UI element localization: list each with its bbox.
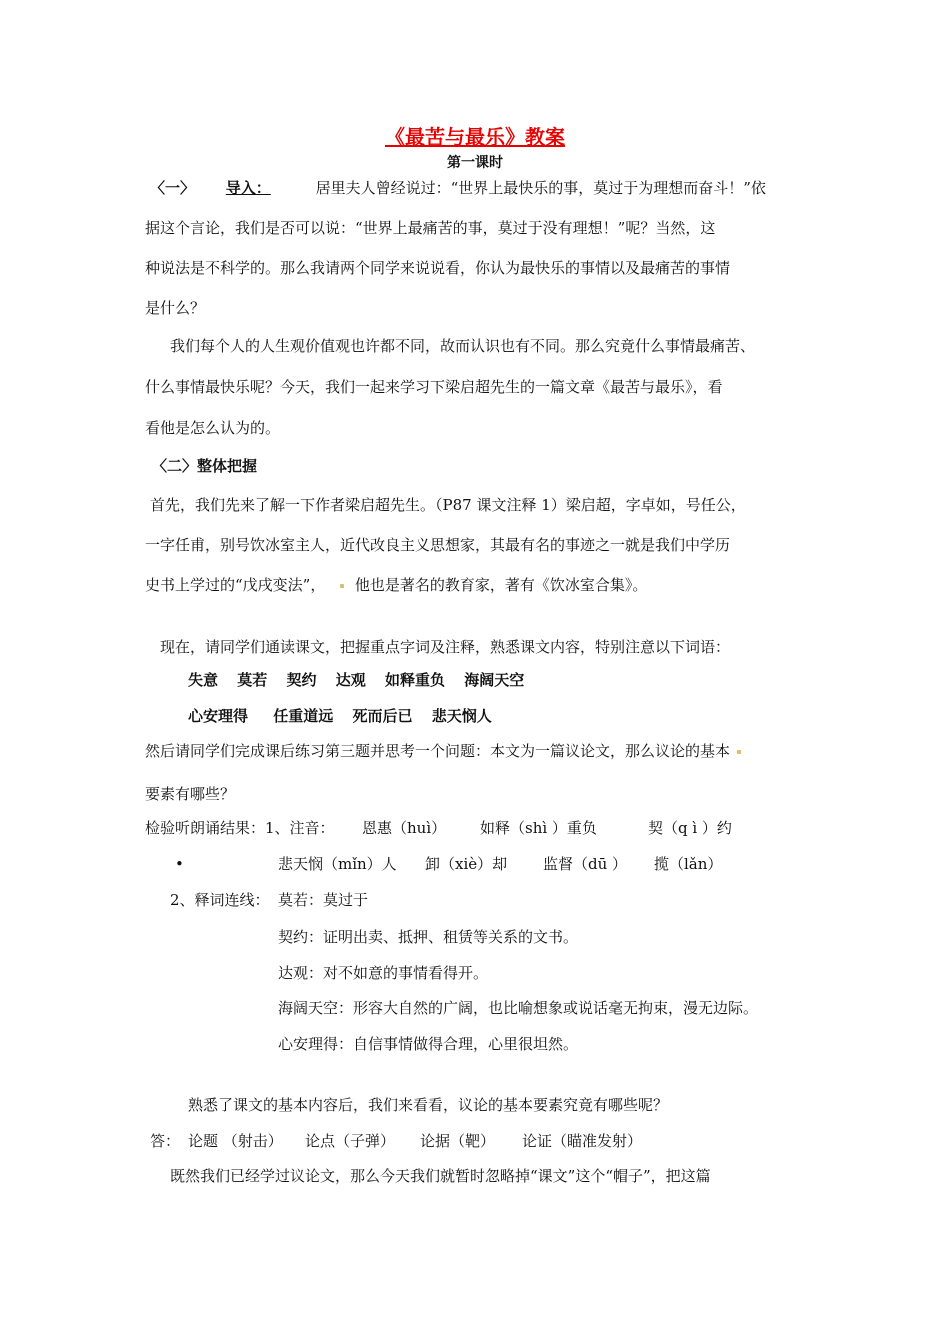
- intro-line-2: 据这个言论，我们是否可以说：“世界上最痛苦的事，莫过于没有理想！”呢？当然，这: [145, 219, 716, 237]
- vocab-word: 契约: [286, 671, 317, 689]
- author-line-3b: 他也是著名的教育家，著有《饮冰室合集》。: [354, 576, 648, 594]
- intro-text: 居里夫人曾经说过：“世界上最快乐的事，莫过于为理想而奋斗！”依: [315, 179, 766, 197]
- author-line-3a: 史书上学过的“戊戌变法”，: [145, 576, 326, 594]
- define-label: 2、释词连线：: [170, 891, 270, 909]
- pinyin-item: 恩惠（huì）: [362, 819, 447, 837]
- section1-label: 导入：: [225, 179, 271, 197]
- document-title: 《最苦与最乐》教案: [385, 125, 565, 149]
- vocab-row-2: [188, 706, 492, 726]
- elements-question: 熟悉了课文的基本内容后，我们来看看，议论的基本要素究竟有哪些呢？: [188, 1096, 669, 1114]
- pinyin-item: 监督（dū ）: [543, 855, 628, 873]
- bullet-mark: •: [175, 855, 184, 873]
- pinyin-item: 如释（shì ）重负: [480, 819, 597, 837]
- lesson-subtitle: 第一课时: [447, 155, 503, 171]
- vocab-word: 达观: [335, 671, 366, 689]
- definition-item: 莫若：莫过于: [278, 891, 369, 909]
- intro-first-line: [150, 178, 766, 198]
- pinyin-item: 悲天悯（mǐn）人: [278, 855, 397, 873]
- vocab-word: 死而后已: [352, 707, 413, 725]
- section2-heading: 〈二〉整体把握: [152, 457, 258, 475]
- vocab-word: 莫若: [237, 671, 268, 689]
- vocab-word: 失意: [188, 671, 219, 689]
- answer-label: 答：: [150, 1132, 181, 1150]
- answer-item: 论证（瞄准发射）: [522, 1132, 643, 1150]
- task-text: 然后请同学们完成课后练习第三题并思考一个问题：本文为一篇议论文，那么议论的基本: [145, 742, 731, 760]
- intro-p2-line-3: 看他是怎么认为的。: [145, 419, 281, 437]
- intro-line-4: 是什么？: [145, 299, 206, 317]
- definition-item: 达观：对不如意的事情看得开。: [278, 964, 489, 982]
- definition-item: 海阔天空：形容大自然的广阔，也比喻想象或说话毫无拘束，漫无边际。: [278, 999, 759, 1017]
- answer-item: 论点（子弹）: [305, 1132, 396, 1150]
- stray-dot: [737, 750, 741, 754]
- vocab-word: 任重道远: [273, 707, 334, 725]
- vocab-word: 心安理得: [188, 707, 249, 725]
- intro-p2-line-1: 我们每个人的人生观价值观也许都不同，故而认识也有不同。那么究竟什么事情最痛苦、: [170, 337, 756, 355]
- vocab-row-1: [188, 670, 524, 690]
- task-line-2: 要素有哪些？: [145, 785, 236, 803]
- definition-item: 契约：证明出卖、抵押、租赁等关系的文书。: [278, 928, 579, 946]
- vocab-word: 如释重负: [385, 671, 446, 689]
- pinyin-item: 契（q ì ）约: [648, 819, 732, 837]
- intro-p2-line-2: 什么事情最快乐呢？今天，我们一起来学习下梁启超先生的一篇文章《最苦与最乐》，看: [145, 378, 723, 396]
- final-line: 既然我们已经学过议论文，那么今天我们就暂时忽略掉“课文”这个“帽子”，把这篇: [170, 1167, 711, 1185]
- author-line-3: [145, 575, 647, 595]
- intro-line-3: 种说法是不科学的。那么我请两个同学来说说看，你认为最快乐的事情以及最痛苦的事情: [145, 259, 731, 277]
- definition-item: 心安理得：自信事情做得合理，心里很坦然。: [278, 1035, 579, 1053]
- check-label: 检验听朗诵结果：1、注音：: [145, 819, 335, 837]
- section1-number: 〈一〉: [150, 179, 196, 197]
- pinyin-item: 卸（xiè）却: [425, 855, 508, 873]
- author-line-1: 首先，我们先来了解一下作者梁启超先生。（P87 课文注释 1）梁启超，字卓如，号任公，: [150, 496, 746, 514]
- answer-item: 论据（靶）: [420, 1132, 496, 1150]
- stray-dot: [340, 584, 344, 588]
- task-line-1: [145, 741, 741, 761]
- pinyin-item: 揽（lǎn）: [654, 855, 723, 873]
- vocab-word: 海阔天空: [464, 671, 525, 689]
- answer-item: 论题 （射击）: [188, 1132, 283, 1150]
- author-line-2: 一字任甫，别号饮冰室主人，近代改良主义思想家，其最有名的事迹之一就是我们中学历: [145, 536, 731, 554]
- vocab-word: 悲天悯人: [431, 707, 492, 725]
- reading-instruction: 现在，请同学们通读课文，把握重点字词及注释，熟悉课文内容，特别注意以下词语：: [160, 638, 731, 656]
